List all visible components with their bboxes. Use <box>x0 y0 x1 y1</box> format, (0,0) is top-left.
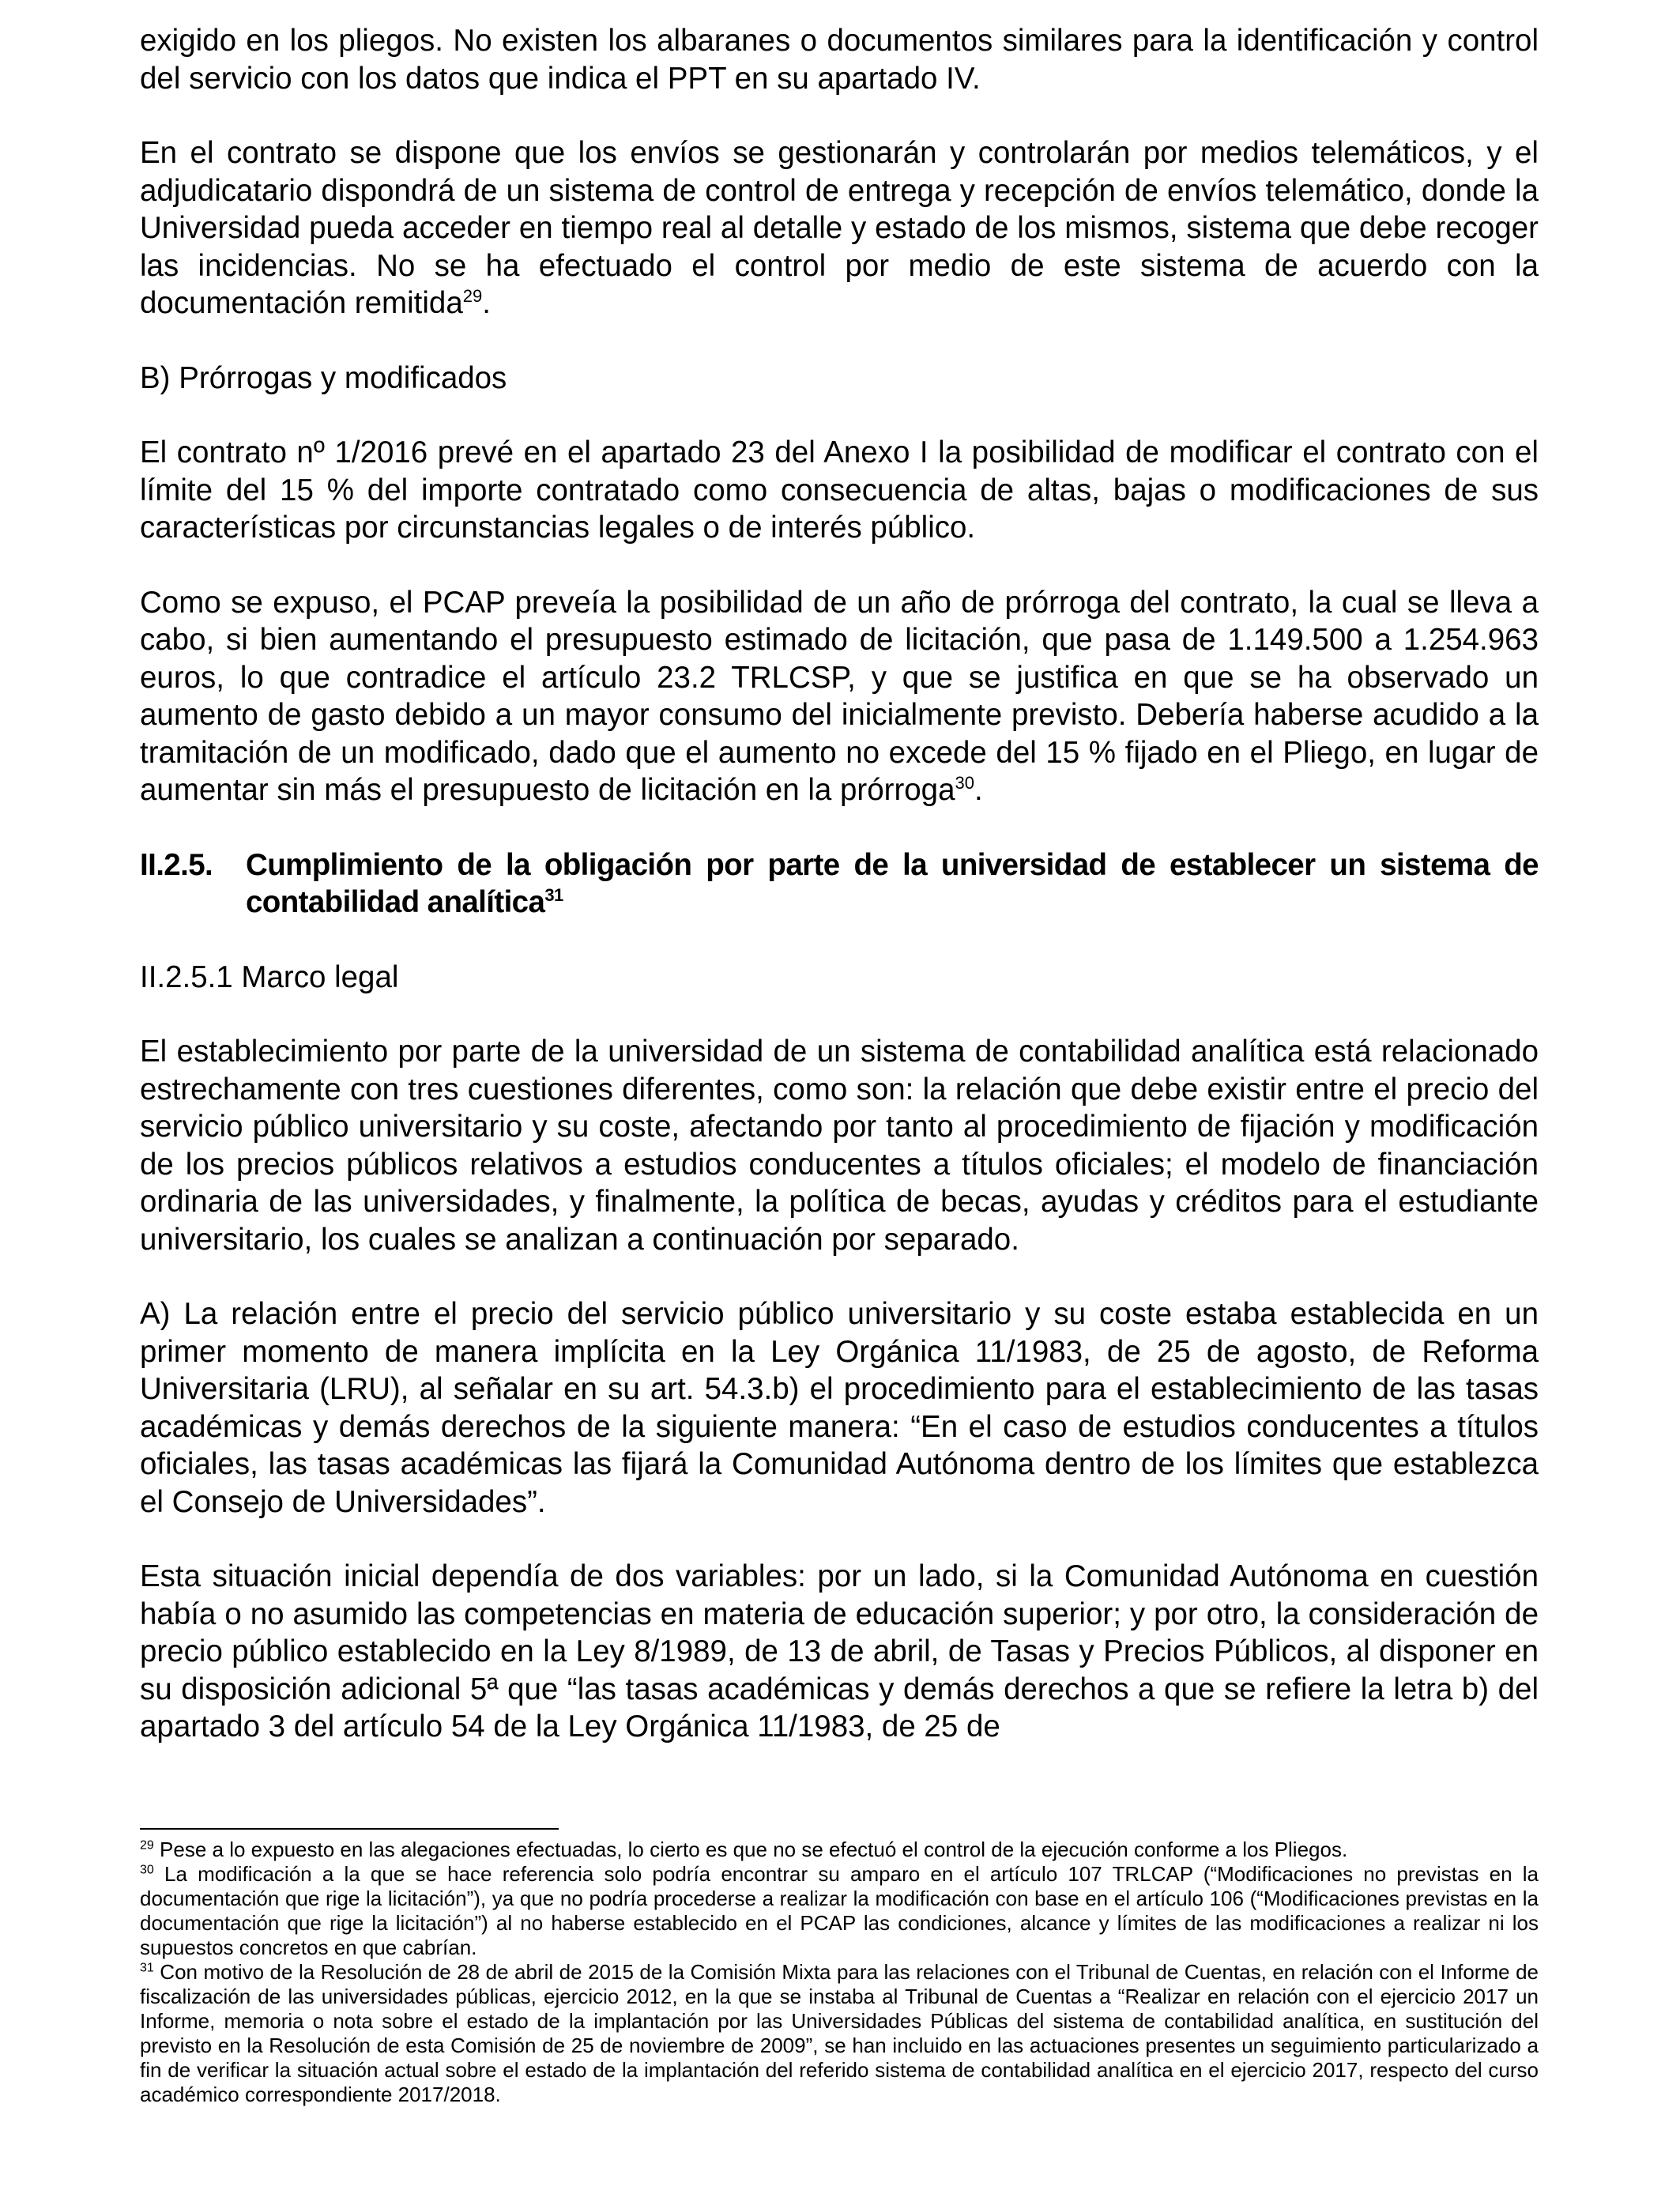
paragraph-4: El contrato nº 1/2016 prevé en el apartado 23 del Anexo I la posibilidad de modificar el contrato con el límite del 15 % del importe contratado como consecuencia de altas, bajas o modificaciones de sus características por circunstancias legales o de interés público. <box>140 435 1539 545</box>
footnote-29: $^{29}$ Pese a lo expuesto en las alegaciones efectuadas, lo cierto es que no se efectuó el control de la ejecución conforme a los Pliegos. <box>140 1838 1348 1861</box>
footnote-30: $^{30}$ La modificación a la que se hace referencia solo podría encontrar su amparo en el artículo 107 TRLCAP (“Modificaciones no previstas en la documentación que rige la licitación”), ya que no podría procederse a realizar la modificación con base en el artículo 106 (“Modificaciones previstas en la documentación que rige la licitación”) al no haberse establecido en el PCAP las condiciones, alcance y límites de las modificaciones a realizar ni los supuestos concretos en que cabrían. <box>140 1862 1539 1959</box>
footnote-ref-31[interactable]: 31 <box>544 885 563 906</box>
section-heading <box>140 846 1539 922</box>
document-body <box>140 22 1539 1746</box>
section-number: II.2.5. <box>140 847 213 882</box>
footnote-separator <box>140 1828 559 1830</box>
paragraph-8: A) La relación entre el precio del servicio público universitario y su coste estaba establecida en un primer momento de manera implícita en la Ley Orgánica 11/1983, de 25 de agosto, de Reforma Universitaria (LRU), al señalar en su art. 54.3.b) el procedimiento para el establecimiento de las tasas académicas y demás derechos de la siguiente manera: “En el caso de estudios conducentes a títulos oficiales, las tasas académicas las fijará la Comunidad Autónoma dentro de los límites que establezca el Consejo de Universidades”. <box>140 1297 1539 1519</box>
footnote-ref-30[interactable]: 30 <box>955 773 974 794</box>
footnote-ref-29[interactable]: 29 <box>462 286 483 307</box>
paragraph-1: exigido en los pliegos. No existen los albaranes o documentos similares para la identificación y control del servicio con los datos que indica el PPT en su apartado IV. <box>140 24 1539 96</box>
subsection-title-marco-legal: II.2.5.1 Marco legal <box>140 959 399 994</box>
paragraph-2: En el contrato se dispone que los envíos se gestionarán y controlarán por medios telemáticos, y el adjudicatario dispondrá de un sistema de control de entrega y recepción de envíos telemático, donde la Universidad pueda acceder en tiempo real al detalle y estado de los mismos, sistema que debe recoger las incidencias. No se ha efectuado el control por medio de este sistema de acuerdo con la documentación remitida$^{29}$. <box>140 136 1539 320</box>
section-title: Cumplimiento de la obligación por parte de la universidad de establecer un sistema de contabilidad analítica$^{31}$ <box>246 847 1539 919</box>
paragraph-7: El establecimiento por parte de la universidad de un sistema de contabilidad analítica está relacionado estrechamente con tres cuestiones diferentes, como son: la relación que debe existir entre el precio del servicio público universitario y su coste, afectando por tanto al procedimiento de fijación y modificación de los precios públicos relativos a estudios conducentes a títulos oficiales; el modelo de financiación ordinaria de las universidades, y finalmente, la política de becas, ayudas y créditos para el estudiante universitario, los cuales se analizan a continuación por separado. <box>140 1035 1539 1257</box>
subsection-title-prorrogas: B) Prórrogas y modificados <box>140 360 507 395</box>
paragraph-9: Esta situación inicial dependía de dos variables: por un lado, si la Comunidad Autónoma en cuestión había o no asumido las competencias en materia de educación superior; y por otro, la consideración de precio público establecido en la Ley 8/1989, de 13 de abril, de Tasas y Precios Públicos, al disponer en su disposición adicional 5ª que “las tasas académicas y demás derechos a que se refiere la letra b) del apartado 3 del artículo 54 de la Ley Orgánica 11/1983, de 25 de <box>140 1559 1539 1744</box>
footnotes <box>140 1838 1539 2107</box>
paragraph-5: Como se expuso, el PCAP preveía la posibilidad de un año de prórroga del contrato, la cual se lleva a cabo, si bien aumentando el presupuesto estimado de licitación, que pasa de 1.149.500 a 1.254.963 euros, lo que contradice el artículo 23.2 TRLCSP, y que se justifica en que se ha observado un aumento de gasto debido a un mayor consumo del inicialmente previsto. Debería haberse acudido a la tramitación de un modificado, dado que el aumento no excede del 15 % fijado en el Pliego, en lugar de aumentar sin más el presupuesto de licitación en la prórroga$^{30}$. <box>140 585 1539 807</box>
footnote-31: $^{31}$ Con motivo de la Resolución de 28 de abril de 2015 de la Comisión Mixta para las relaciones con el Tribunal de Cuentas, en relación con el Informe de fiscalización de las universidades públicas, ejercicio 2012, en la que se instaba al Tribunal de Cuentas a “Realizar en relación con el ejercicio 2017 un Informe, memoria o nota sobre el estado de la implantación por las Universidades Públicas del sistema de contabilidad analítica, en sustitución del previsto en la Resolución de esta Comisión de 25 de noviembre de 2009”, se han incluido en las actuaciones presentes un seguimiento particularizado a fin de verificar la situación actual sobre el estado de la implantación del referido sistema de contabilidad analítica en el ejercicio 2017, respecto del curso académico correspondiente 2017/2018. <box>140 1960 1539 2106</box>
